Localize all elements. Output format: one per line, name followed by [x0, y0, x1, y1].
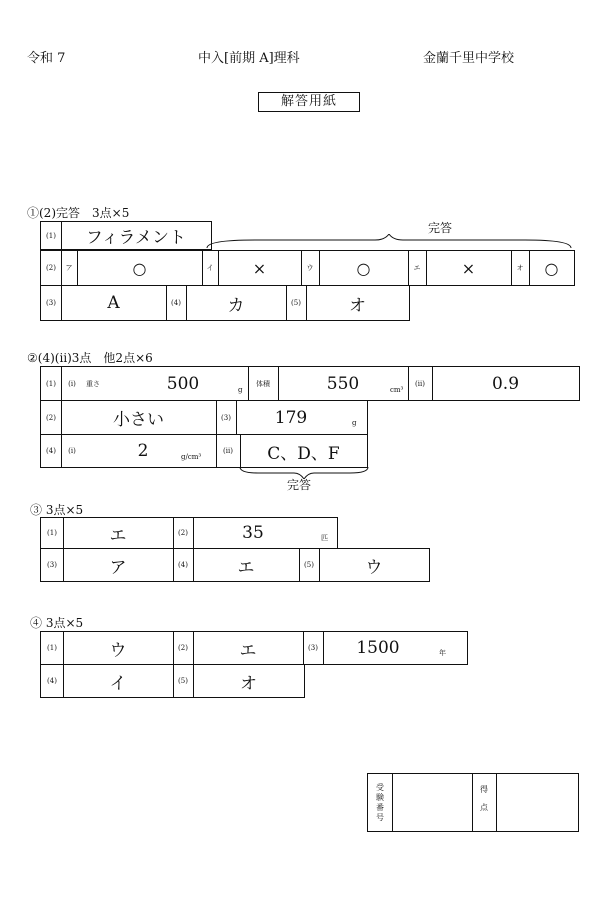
q1-r2-mark-e: × [461, 258, 476, 278]
q4-r1-answer-1: ウ [109, 640, 127, 661]
q4-r2-label-5: (5) [173, 665, 194, 697]
q2-r2-answer: 小さい [113, 410, 164, 430]
exam-title: 中入[前期 A]理科 [198, 51, 300, 66]
q1-r2-mark-u: ○ [356, 258, 371, 278]
exam-number-label: 受験番号 [368, 774, 393, 831]
q1-r2-sub-u: ウ [306, 264, 314, 272]
q2-r2-label-3: (3) [216, 401, 237, 434]
q3-r2-label-5: (5) [299, 549, 320, 581]
exam-number-field[interactable] [392, 774, 472, 831]
q2-r3-label: (4) [41, 435, 62, 467]
q1-heading: ①(2)完答 3点×5 [27, 206, 130, 220]
score-field[interactable] [496, 774, 578, 831]
q3-r2-answer-3: ア [109, 557, 127, 578]
q1-r2-mark-a: ○ [132, 258, 147, 278]
q2-r3-density: 2 [137, 441, 149, 461]
q1-row1 [40, 221, 212, 250]
q4-heading: ④ 3点×5 [30, 616, 84, 630]
era-label: 令和 7 [27, 51, 66, 66]
q4-r2-answer-4: イ [109, 673, 127, 694]
q1-r3-answer-5: オ [349, 295, 366, 316]
q2-heading: ②(4)(ⅱ)3点 他2点×6 [27, 351, 153, 365]
q3-r1-unit-2: 匹 [321, 534, 328, 542]
q2-r3-sub-i: (ⅰ) [68, 447, 76, 455]
q3-r1-answer-1: エ [109, 525, 127, 546]
q2-r1-sub-i: (ⅰ) [68, 379, 76, 388]
q4-row1 [40, 631, 468, 665]
exam-number-score-box [367, 773, 579, 832]
q2-r1-volume: 550 [326, 373, 360, 394]
q3-row2 [40, 548, 430, 582]
q2-r3-sub-ii: (ⅱ) [216, 435, 241, 467]
q1-r1-label: (1) [41, 222, 62, 249]
q4-r1-label-1: (1) [41, 632, 64, 664]
q4-r1-label-2: (2) [173, 632, 194, 664]
q4-r1-unit-3: 年 [439, 649, 446, 657]
q2-kanto-label: 完答 [287, 478, 312, 492]
q1-r2-mark-i: × [252, 258, 267, 278]
q2-r2-label: (2) [41, 401, 62, 434]
q2-r3-answer-ii: C、D、F [267, 443, 340, 464]
q4-r2-answer-5: オ [240, 673, 257, 694]
q3-r1-answer-2: 35 [242, 523, 264, 543]
q1-r3-label-3: (3) [41, 286, 62, 320]
q1-row3 [40, 285, 410, 321]
q3-heading: ③ 3点×5 [30, 503, 84, 517]
q2-r2-unit-3: g [352, 419, 357, 427]
q4-r1-answer-3: 1500 [356, 638, 400, 658]
q4-r1-label-3: (3) [303, 632, 324, 664]
q1-r2-sub-i: イ [206, 264, 214, 272]
q1-r1-answer: フィラメント [85, 228, 187, 248]
q3-r2-label-4: (4) [173, 549, 194, 581]
q2-r1-label: (1) [41, 367, 62, 400]
q2-r1-weight: 500 [166, 373, 200, 394]
q1-r2-sub-o: オ [516, 264, 524, 272]
q2-r1-weight-unit: g [238, 386, 243, 394]
q1-r3-label-4: (4) [166, 286, 187, 320]
q4-row2 [40, 664, 305, 698]
q4-r1-answer-2: エ [239, 640, 257, 661]
q3-r2-answer-5: ウ [365, 557, 383, 578]
q1-r3-label-5: (5) [286, 286, 307, 320]
q1-r2-mark-o: ○ [544, 258, 559, 278]
q1-r2-label: (2) [41, 251, 62, 285]
q2-r1-ratio: 0.9 [491, 373, 520, 394]
q2-r2-answer-3: 179 [274, 407, 308, 428]
q3-r2-label-3: (3) [41, 549, 64, 581]
q1-r2-sub-a: ア [65, 264, 73, 272]
q2-row1 [40, 366, 580, 401]
q4-r2-label-4: (4) [41, 665, 64, 697]
q2-row3 [40, 434, 368, 468]
q1-r2-sub-e: エ [413, 264, 421, 272]
q2-r3-density-unit: g/cm³ [181, 453, 202, 461]
q2-r1-sub-ii: (ⅱ) [408, 367, 433, 400]
school-name: 金蘭千里中学校 [423, 51, 515, 66]
q3-r2-answer-4: エ [237, 557, 255, 578]
q3-r1-label-2: (2) [173, 518, 194, 548]
q2-r1-weight-label: 重さ [86, 379, 100, 388]
q1-kanto-brace [205, 234, 575, 250]
q1-r3-answer-4: カ [227, 295, 245, 316]
q1-kanto-label: 完答 [428, 221, 453, 235]
q2-r1-volume-label: 体積 [248, 367, 279, 400]
q3-r1-label-1: (1) [41, 518, 64, 548]
q1-r3-answer-3: A [107, 293, 120, 313]
q1-row2 [40, 250, 575, 286]
q3-row1 [40, 517, 338, 549]
q2-r1-volume-unit: cm³ [390, 386, 404, 394]
q2-row2 [40, 400, 368, 435]
score-label: 得点 [472, 774, 497, 831]
sheet-title: 解答用紙 [258, 92, 360, 112]
